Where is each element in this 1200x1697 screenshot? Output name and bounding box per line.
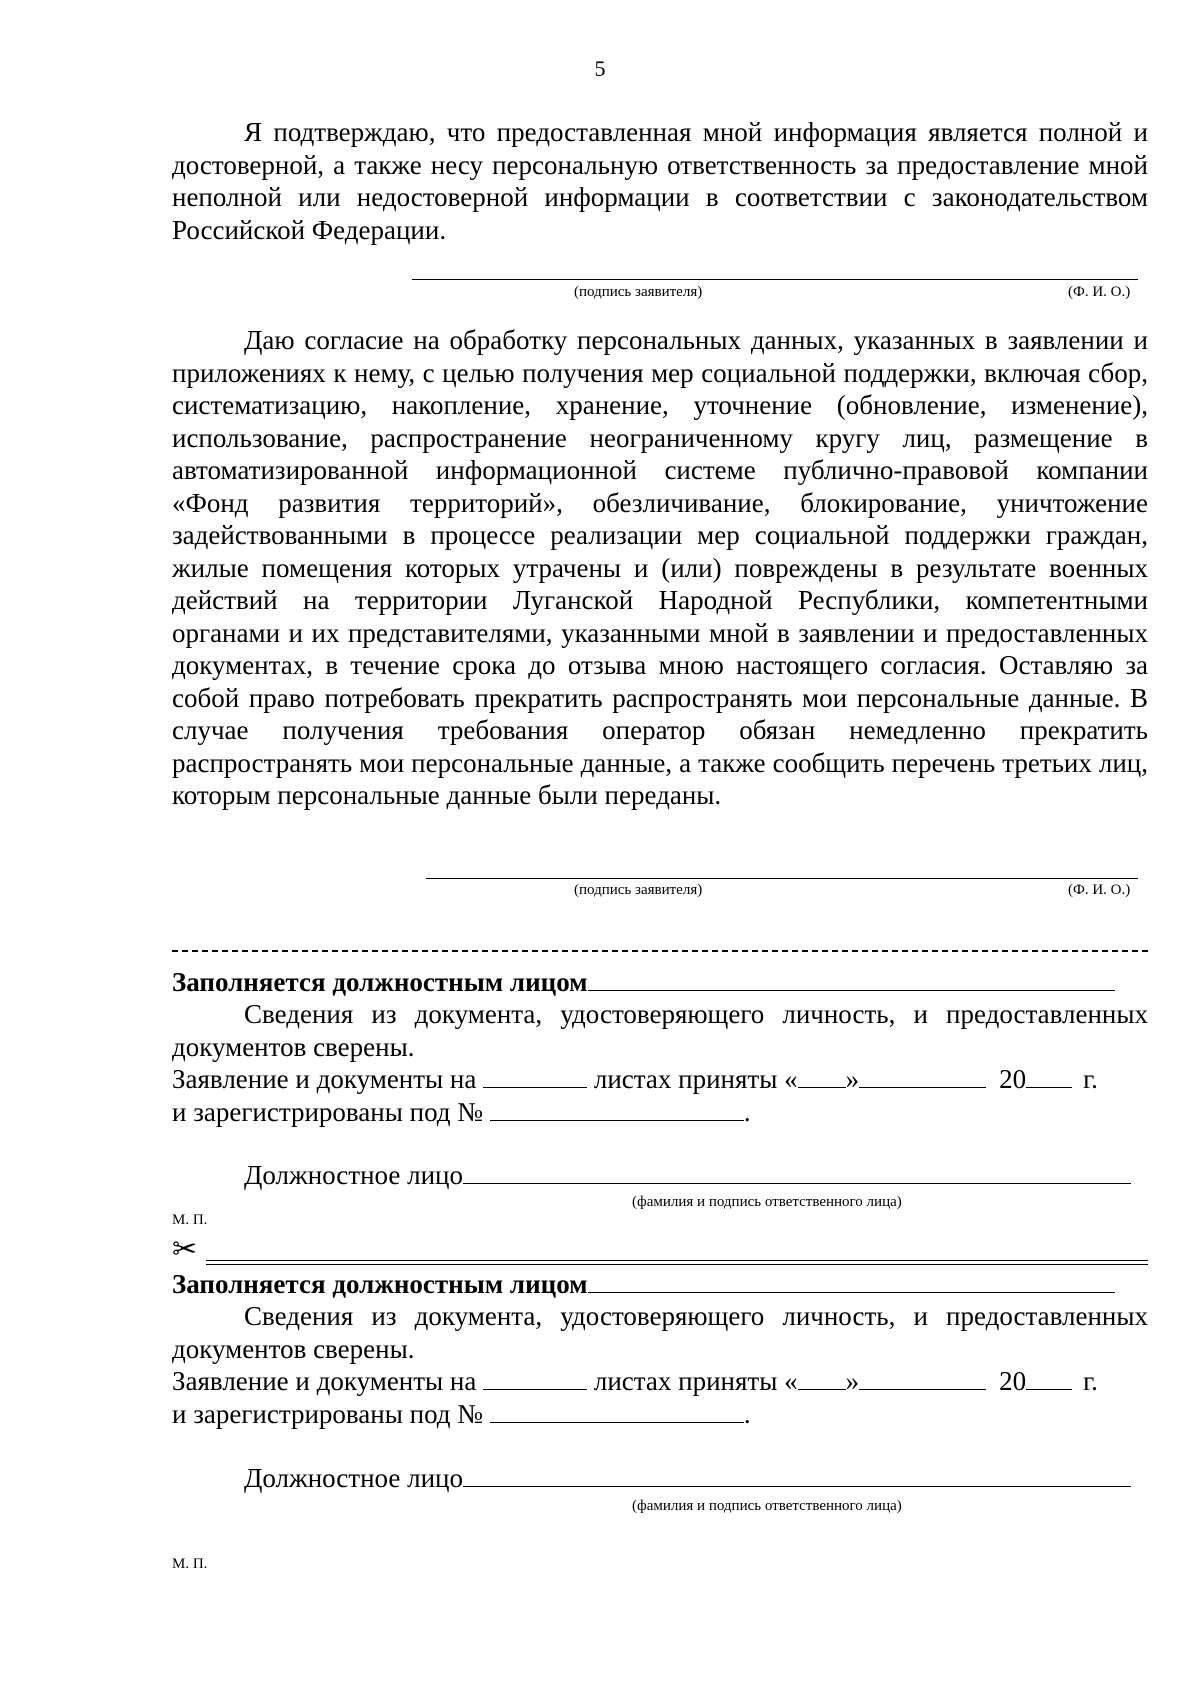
applicant-signature-caption-2: (подпись заявителя)	[574, 882, 703, 898]
official-section-1-accepted-row: Заявление и документы на листах приняты « » 20 г.	[172, 1064, 1098, 1094]
year-field-2[interactable]	[1026, 1365, 1072, 1390]
applicant-signature-caption-1: (подпись заявителя)	[574, 284, 703, 300]
official-section-2-verified: Сведения из документа, удостоверяющего личность, и предоставленных документов сверены.	[172, 1301, 1148, 1364]
year-field-1[interactable]	[1026, 1063, 1072, 1088]
month-field-1[interactable]	[859, 1063, 986, 1088]
official-section-1-heading: Заполняется должностным лицом	[172, 967, 588, 997]
official-section-1-verified: Сведения из документа, удостоверяющего личность, и предоставленных документов сверены.	[172, 999, 1148, 1062]
scissors-icon: ✂	[172, 1232, 198, 1267]
official-section-2-heading-row	[172, 1268, 1148, 1300]
applicant-signature-line-2[interactable]	[426, 878, 1138, 879]
cut-line	[172, 1232, 1148, 1267]
cut-line-rule	[206, 1260, 1148, 1261]
official-section-1-official-row: Должностное лицо	[244, 1159, 1200, 1191]
stamp-label-1: М. П.	[172, 1212, 208, 1228]
official-section-2-accepted-row: Заявление и документы на листах приняты « » 20 г.	[172, 1366, 1098, 1396]
sheets-count-field-1[interactable]	[483, 1063, 587, 1088]
official-section-1-heading-row	[172, 966, 1148, 998]
sheets-count-field-2[interactable]	[483, 1365, 587, 1390]
cut-line-rule-2	[206, 1264, 1148, 1265]
consent-paragraph	[172, 324, 1148, 812]
official-section-2-registered-row: и зарегистрированы под № .	[172, 1399, 751, 1429]
official-caption-2: (фамилия и подпись ответственного лица)	[632, 1498, 902, 1514]
applicant-signature-line-1[interactable]	[412, 279, 1138, 280]
stamp-label-2: М. П.	[172, 1556, 208, 1572]
official-signature-field-2[interactable]	[463, 1462, 1131, 1487]
day-field-2[interactable]	[798, 1365, 846, 1390]
official-section-2-official-row: Должностное лицо	[244, 1462, 1200, 1494]
registration-number-field-2[interactable]	[490, 1398, 744, 1423]
dashed-separator	[172, 950, 1148, 952]
applicant-name-caption-2: (Ф. И. О.)	[1068, 882, 1131, 898]
official-signature-field-1[interactable]	[463, 1159, 1131, 1184]
registration-number-field-1[interactable]	[490, 1096, 744, 1121]
day-field-1[interactable]	[798, 1063, 846, 1088]
applicant-name-caption-1: (Ф. И. О.)	[1068, 284, 1131, 300]
confirmation-paragraph	[172, 116, 1148, 246]
consent-text: Даю согласие на обработку персональных данных, указанных в заявлении и приложениях к нему, с целью получения мер социальной поддержки, включая сбор, систематизацию, накопление, хранение, уточнение (обновление, изменение), использование, распространение неограниченному кругу лиц, размещение в автоматизированной информационной системе публично-правовой компании «Фонд развития территорий», обезличивание, блокирование, уничтожение задействованными в процессе реализации мер социальной поддержки граждан, жилые помещения которых утрачены и (или) повреждены в результате военных действий на территории Луганской Народной Республики, компетентными органами и их представителями, указанными мной в заявлении и предоставленных документах, в течение срока до отзыва мною настоящего согласия. Оставляю за собой право потребовать прекратить распространять мои персональные данные. В случае получения требования оператор обязан немедленно прекратить распространять мои персональные данные, а также сообщить перечень третьих лиц, которым персональные данные были переданы.	[172, 325, 1148, 810]
confirmation-text: Я подтверждаю, что предоставленная мной информация является полной и достоверной, а также несу персональную ответственность за предоставление мной неполной или недостоверной информации в соответствии с законодательством Российской Федерации.	[172, 117, 1148, 245]
page-number: 5	[594, 56, 606, 81]
official-caption-1: (фамилия и подпись ответственного лица)	[632, 1194, 902, 1210]
official-section-1-registered-row: и зарегистрированы под № .	[172, 1097, 751, 1127]
official-name-field-2[interactable]	[588, 1268, 1115, 1293]
month-field-2[interactable]	[859, 1365, 986, 1390]
official-section-2-heading: Заполняется должностным лицом	[172, 1269, 588, 1299]
official-name-field-1[interactable]	[588, 966, 1115, 991]
